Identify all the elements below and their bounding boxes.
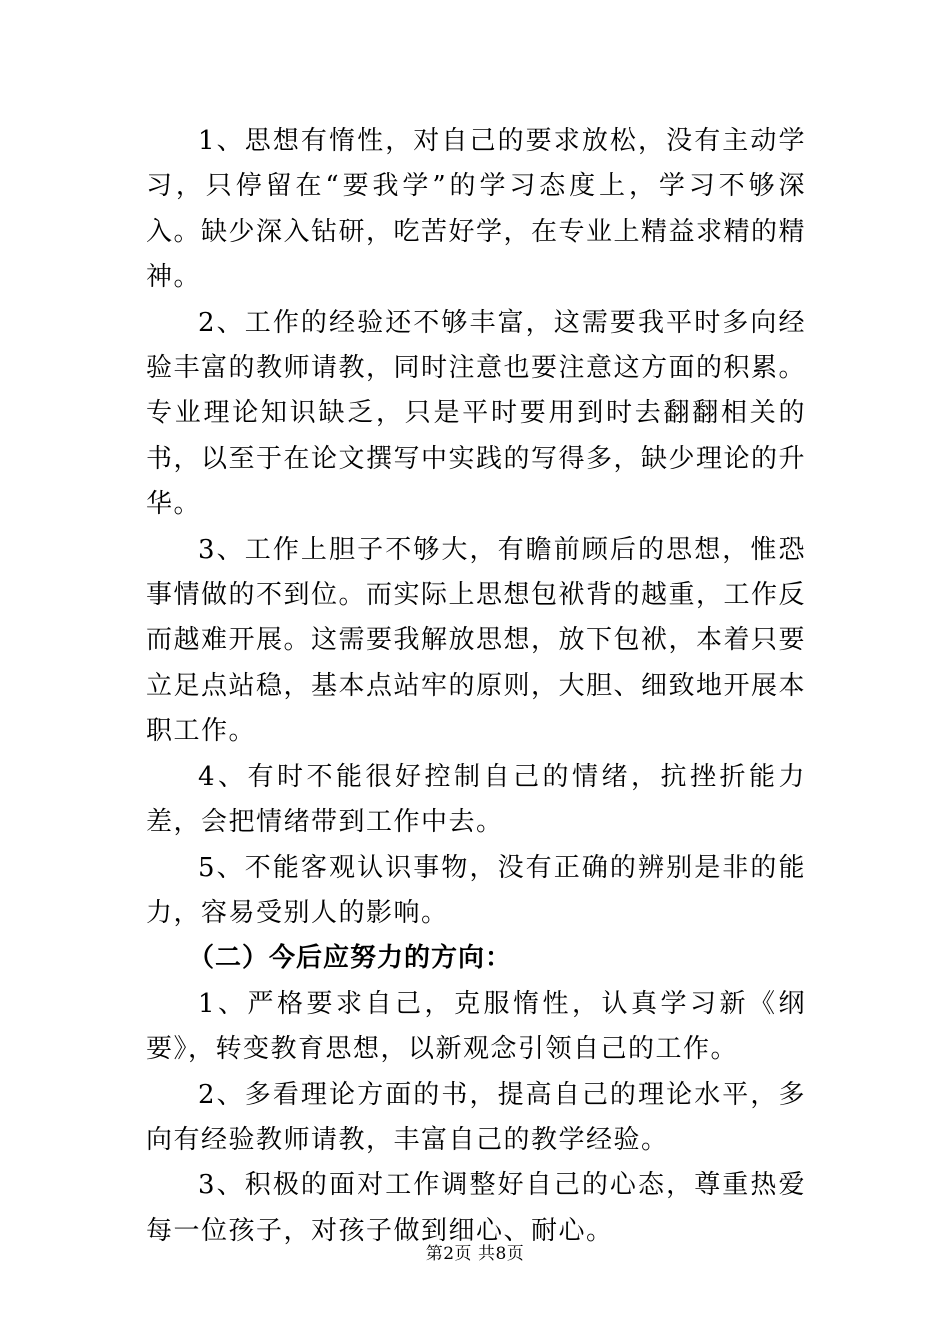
paragraph-direction-1: 1、严格要求自己，克服惰性，认真学习新《纲要》，转变教育思想，以新观念引领自己的工作。 <box>146 988 806 1065</box>
paragraph-shortcoming-3: 3、工作上胆子不够大，有瞻前顾后的思想，惟恐事情做的不到位。而实际上思想包袱背的越重，工作反而越难开展。这需要我解放思想，放下包袱，本着只要立足点站稳，基本点站牢的原则，大胆、细致地开展本职工作。 <box>146 534 807 747</box>
paragraph-shortcoming-5: 5、不能客观认识事物，没有正确的辨别是非的能力，容易受别人的影响。 <box>146 852 806 928</box>
document-body <box>146 119 806 1254</box>
paragraph-direction-3: 3、积极的面对工作调整好自己的心态，尊重热爱每一位孩子，对孩子做到细心、耐心。 <box>146 1170 806 1246</box>
paragraph-direction-2: 2、多看理论方面的书，提高自己的理论水平，多向有经验教师请教，丰富自己的教学经验。 <box>146 1079 806 1155</box>
page-number-footer: 第2页 共8页 <box>425 1244 525 1264</box>
section-heading-future-direction: （二）今后应努力的方向： <box>188 943 513 974</box>
paragraph-shortcoming-1: 1、思想有惰性，对自己的要求放松，没有主动学习，只停留在“要我学”的学习态度上，学习不够深入。缺少深入钻研，吃苦好学，在专业上精益求精的精神。 <box>146 126 807 293</box>
paragraph-shortcoming-4: 4、有时不能很好控制自己的情绪，抗挫折能力差，会把情绪带到工作中去。 <box>146 761 806 838</box>
paragraph-shortcoming-2: 2、工作的经验还不够丰富，这需要我平时多向经验丰富的教师请教，同时注意也要注意这方面的积累。专业理论知识缺乏，只是平时要用到时去翻翻相关的书，以至于在论文撰写中实践的写得多，缺少理论的升华。 <box>146 307 807 520</box>
